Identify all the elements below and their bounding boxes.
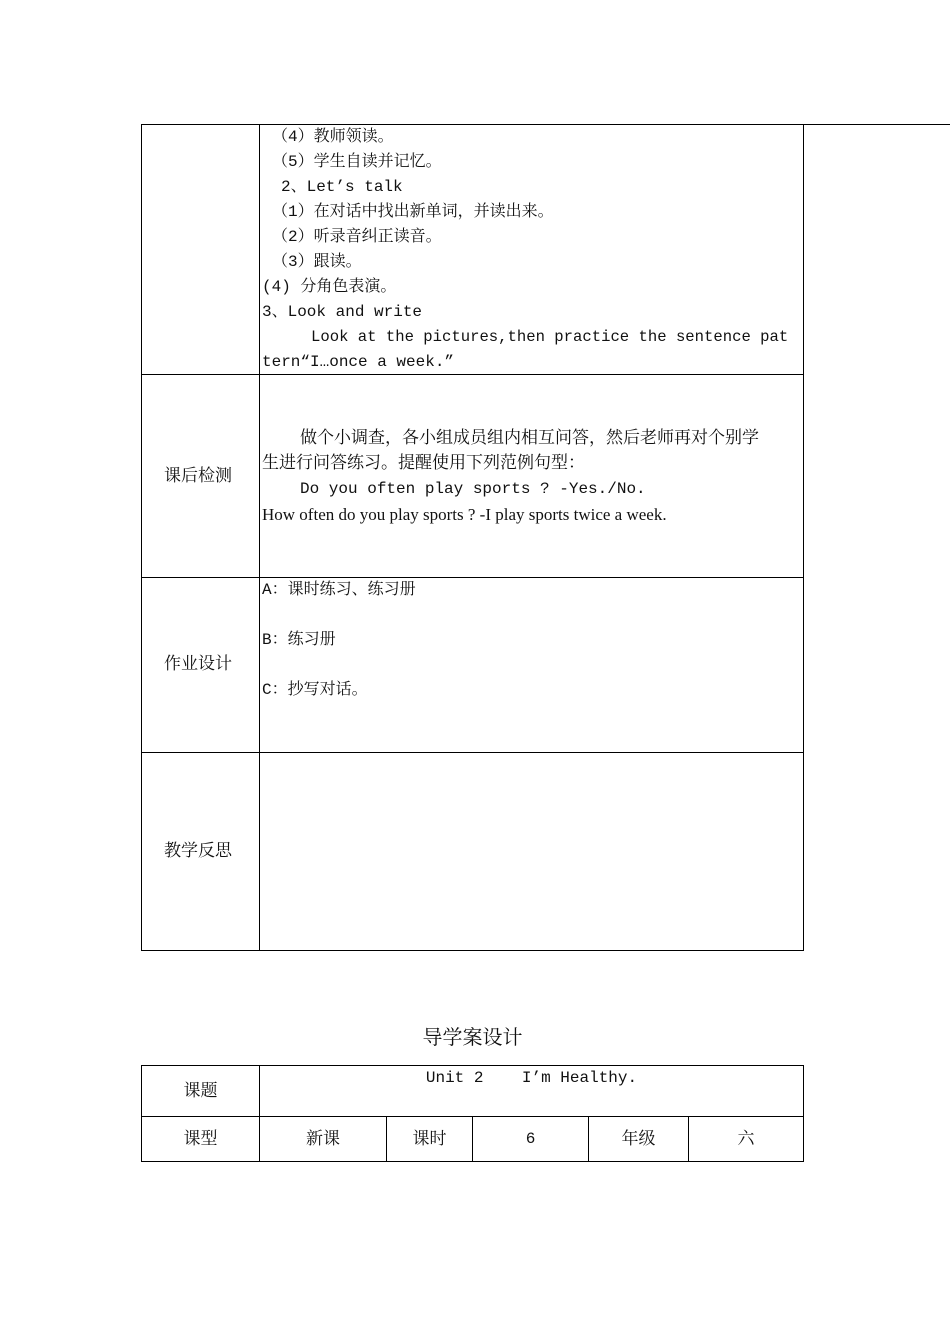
- lower-table-right-border: [803, 1065, 804, 1162]
- grade-label: 年级: [621, 1129, 656, 1149]
- after-class-check-line: 做个小调查，各小组成员组内相互问答，然后老师再对个别学: [300, 428, 759, 448]
- topic-value: Unit 2 I’m Healthy.: [425, 1069, 638, 1087]
- teaching-reflection-label: 教学反思: [164, 841, 232, 861]
- upper-table-row-divider-1: [141, 374, 804, 375]
- homework-item: B：练习册: [262, 631, 336, 649]
- step-line: （3）跟读。: [272, 253, 362, 271]
- upper-table-right-border: [803, 124, 804, 951]
- step-line: (4) 分角色表演。: [262, 278, 397, 296]
- period-value: 6: [525, 1130, 536, 1148]
- page-header-rule: [804, 124, 950, 125]
- topic-label: 课题: [183, 1081, 218, 1101]
- upper-table-column-divider: [259, 124, 260, 951]
- upper-table-row-divider-2: [141, 577, 804, 578]
- homework-item: A：课时练习、练习册: [262, 581, 416, 599]
- step-line: （4）教师领读。: [272, 128, 394, 146]
- after-class-check-label: 课后检测: [164, 466, 232, 486]
- lesson-type-label: 课型: [183, 1129, 218, 1149]
- step-line: 2、Let’s talk: [281, 178, 403, 196]
- homework-item: C：抄写对话。: [262, 681, 368, 699]
- step-line: （1）在对话中找出新单词，并读出来。: [272, 203, 554, 221]
- section-title: 导学案设计: [422, 1025, 523, 1049]
- step-line: tern“I…once a week.”: [262, 353, 455, 371]
- after-class-check-line: 生进行问答练习。提醒使用下列范例句型：: [262, 453, 585, 473]
- step-line: Look at the pictures,then practice the sentence pat: [311, 328, 789, 346]
- step-line: 3、Look and write: [262, 303, 423, 321]
- period-label: 课时: [412, 1129, 447, 1149]
- step-line: （5）学生自读并记忆。: [272, 153, 442, 171]
- lesson-type-value: 新课: [306, 1129, 340, 1149]
- homework-design-label: 作业设计: [164, 654, 232, 674]
- after-class-check-line: Do you often play sports ? -Yes./No.: [300, 480, 646, 498]
- upper-table-top-border: [141, 124, 804, 125]
- grade-value: 六: [737, 1129, 755, 1149]
- step-line: （2）听录音纠正读音。: [272, 228, 442, 246]
- after-class-check-line: How often do you play sports ? -I play sports twice a week.: [262, 505, 667, 524]
- upper-table-left-border: [141, 124, 142, 951]
- upper-table-bottom-border: [141, 950, 804, 951]
- upper-table-row-divider-3: [141, 752, 804, 753]
